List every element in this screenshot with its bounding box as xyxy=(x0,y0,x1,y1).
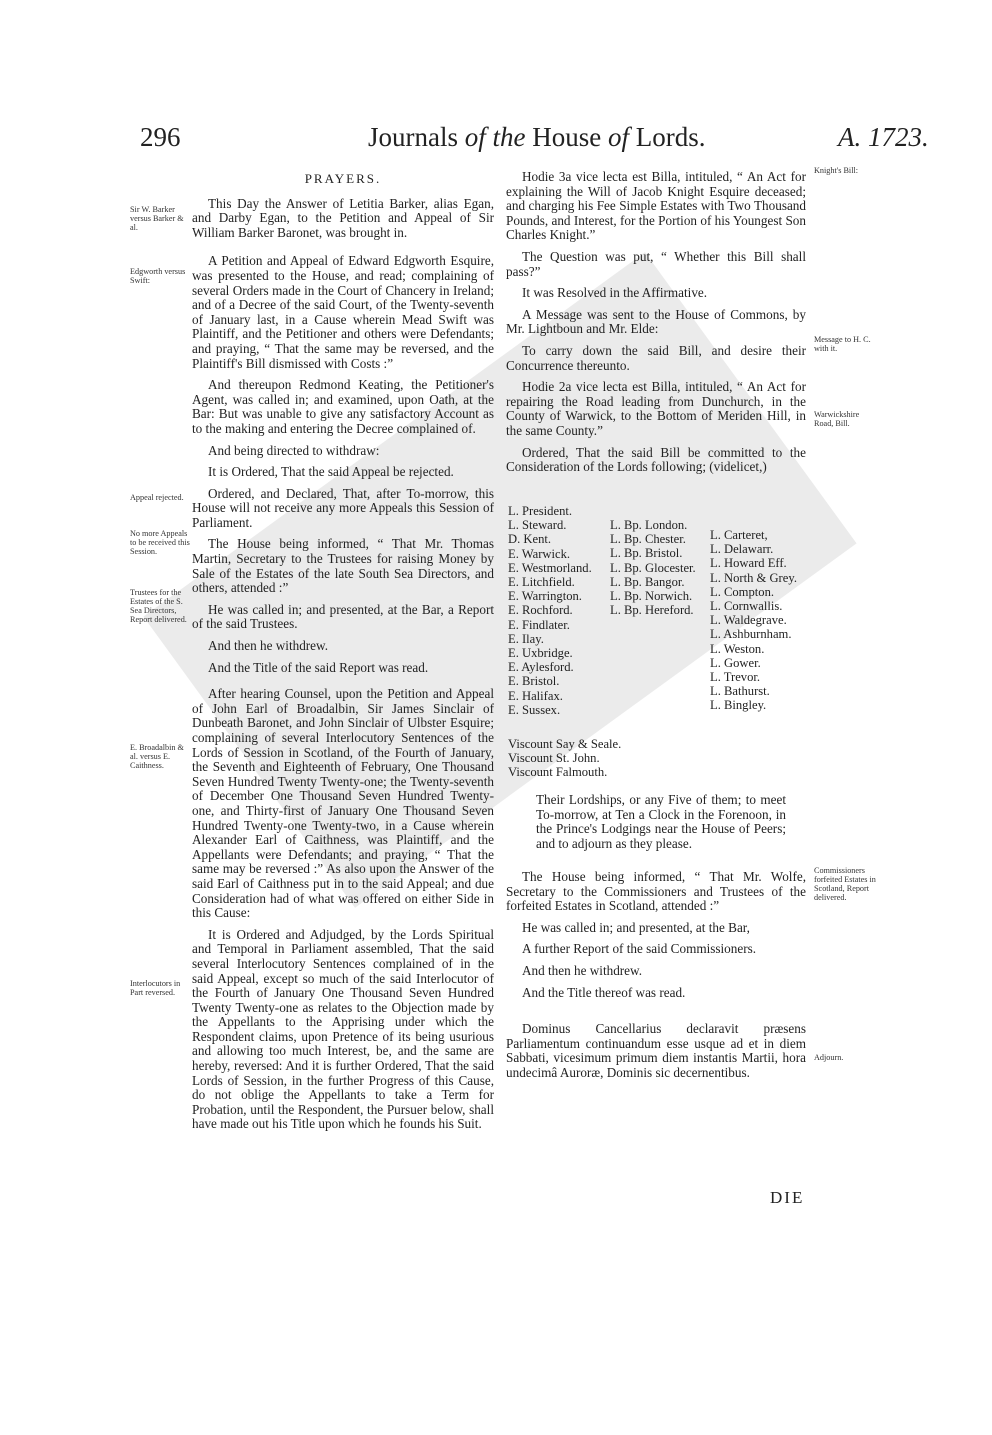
margin-note: No more Appeals to be received this Session. xyxy=(130,529,190,556)
margin-note: Sir W. Barker versus Barker & al. xyxy=(130,205,184,232)
paragraph: Ordered, and Declared, That, after To-morrow, this House will not receive any more Appeals this Session of Parliament. xyxy=(192,485,494,530)
viscount-name: Viscount Falmouth. xyxy=(508,765,608,780)
lord-name: E. Uxbridge. xyxy=(508,646,573,661)
committee-instruction xyxy=(536,793,786,858)
paragraph: It is Ordered and Adjudged, by the Lords Spiritual and Temporal in Parliament assembled, That the said several Interlocutory Sentences complained of in the said Appeal, except so much of the said Interlocutor of the Fourth of January One Thousand Seven Hundred Twenty Twenty-one as relates to the Objection made by the Appellants to the Apprising under which the Respondent claims, upon Pretence of its being usurious and allowing too much Interest, be, and the same are hereby, reversed: And it is further Ordered, That the said Lords of Session, in the further Progress of this Cause, do not oblige the Appellants to take a Term for Probation, until the Respondent, the Pursuer below, shall have made out his Title upon which he founds his Suit. xyxy=(192,926,494,1132)
paragraph: Dominus Cancellarius declaravit præsens Parliamentum continuandum esse usque ad et in diem Sabbati, vicesimum primum diem instantis Martii, hora undecimâ Auroræ, Dominis sic decernentibus. xyxy=(506,1021,806,1080)
paragraph: The Question was put, “ Whether this Bill shall pass?” xyxy=(506,248,806,279)
page-number: 296 xyxy=(140,122,181,152)
paragraph: A Petition and Appeal of Edward Edgworth Esquire, was presented to the House, and read; complaining of several Orders made in the Court of Chancery in Ireland; and of a Decree of the said Court, of the Twenty-seventh of January last, in a Cause wherein Mead Swift was Plaintiff, and the Petitioner and others were Defendants; and praying, “ That the same may be reversed, and the Plaintiff's Bill dismissed with Costs :” xyxy=(192,253,494,371)
lord-name: L. President. xyxy=(508,504,573,518)
lord-name: E. Rochford. xyxy=(508,603,573,618)
paragraph: A further Report of the said Commissioners. xyxy=(522,941,757,957)
lord-name: E. Sussex. xyxy=(508,702,561,717)
paragraph: Hodie 2a vice lecta est Billa, intituled, “ An Act for repairing the Road leading from Dunchurch, in the County of Warwick, to the Bottom of Meriden Hill, in the same County.” xyxy=(506,379,806,438)
lord-name: L. Bp. Hereford. xyxy=(610,603,694,618)
lord-name: L. Waldegrave. xyxy=(710,613,787,628)
paragraph: After hearing Counsel, upon the Petition and Appeal of John Earl of Broadalbin, Sir James Sinclair of Dunbeath Baronet, and John Sinclair of Ulbster Esquire; complaining of several Interlocutory Sentences of the Lords of Session in Scotland, of the Fourth of January, the Seventh and Eighteenth of February, One Thousand Seven Hundred Twenty Twenty-one; the Twenty-seventh of December One Thousand Seven Hundred Twenty-one, and Thirty-first of January One Thousand Seven Hundred Twenty-one Twenty-two, in a Cause wherein Alexander Earl of Caithness, was Plaintiff, and the Appellants were Defendants; and praying, “ That the same may be reversed :” As also upon the Answer of the said Earl of Caithness put in to the said Appeal; and due Consideration had of what was offered on either Side in this Cause: xyxy=(192,686,494,921)
running-title xyxy=(368,122,706,153)
paragraph: And then he withdrew. xyxy=(208,638,329,654)
lord-name: L. Bingley. xyxy=(710,698,767,713)
lord-name: L. Ashburnham. xyxy=(710,627,792,642)
lord-name: L. Bp. Bristol. xyxy=(610,546,683,561)
margin-note: Interlocutors in Part reversed. xyxy=(130,979,181,997)
lord-name: E. Warwick. xyxy=(508,546,571,561)
lord-name: L. Bathurst. xyxy=(710,684,770,699)
margin-note: Appeal rejected. xyxy=(130,493,184,502)
margin-note: Adjourn. xyxy=(814,1053,844,1062)
margin-note: Edgworth versus Swift: xyxy=(130,267,186,285)
viscounts-list xyxy=(508,737,621,780)
lord-name: L. Bp. Norwich. xyxy=(610,589,693,604)
lord-name: L. Bp. London. xyxy=(610,518,688,532)
viscount-name: Viscount Say & Seale. xyxy=(508,737,622,751)
lords-column-barons xyxy=(710,528,797,713)
right-column-upper xyxy=(506,170,806,482)
margin-note: Warwickshire Road, Bill. xyxy=(814,410,860,428)
lord-name: L. Bp. Chester. xyxy=(610,532,686,547)
lord-name: L. Weston. xyxy=(710,641,765,656)
margin-note: E. Broadalbin & al. versus E. Caithness. xyxy=(130,743,184,770)
lord-name: L. Trevor. xyxy=(710,670,761,685)
paragraph: It is Ordered, That the said Appeal be rejected. xyxy=(208,464,454,480)
lord-name: L. Bp. Glocester. xyxy=(610,560,696,575)
lord-name: L. North & Grey. xyxy=(710,570,797,585)
margin-note: Message to H. C. with it. xyxy=(814,335,871,353)
lord-name: E. Aylesford. xyxy=(508,660,574,675)
lords-column-temporal xyxy=(508,504,592,717)
year-heading: A. 1723. xyxy=(838,122,929,152)
lord-name: D. Kent. xyxy=(508,532,552,547)
lord-name: L. Gower. xyxy=(710,655,761,670)
lord-name: L. Howard Eff. xyxy=(710,556,787,571)
title-part: Journals xyxy=(368,122,465,152)
lord-name: E. Ilay. xyxy=(508,631,544,646)
paragraph: The House being informed, “ That Mr. Wolfe, Secretary to the Commissioners and Trustees of the forfeited Estates in Scotland, attended :” xyxy=(506,869,806,914)
viscount-name: Viscount St. John. xyxy=(508,751,600,766)
lord-name: L. Compton. xyxy=(710,584,775,599)
margin-note: Knight's Bill: xyxy=(814,166,859,175)
lord-name: E. Findlater. xyxy=(508,617,570,632)
paragraph: And being directed to withdraw: xyxy=(208,442,380,458)
paragraph: And thereupon Redmond Keating, the Petitioner's Agent, was called in; and examined, upon Oath, at the Bar: But was unable to give any satisfactory Account as to the making and entering the Decree complained of. xyxy=(192,377,494,436)
paragraph: And then he withdrew. xyxy=(522,962,643,978)
paragraph: To carry down the said Bill, and desire their Concurrence thereunto. xyxy=(506,342,806,373)
right-column-lower xyxy=(506,870,806,1088)
lord-name: E. Halifax. xyxy=(508,688,563,703)
title-part: the xyxy=(485,122,533,152)
lord-name: E. Warrington. xyxy=(508,589,582,604)
left-column xyxy=(192,170,494,1139)
title-part: House xyxy=(532,122,609,152)
lords-list xyxy=(508,504,808,754)
paragraph: A Message was sent to the House of Commons, by Mr. Lightboun and Mr. Elde: xyxy=(506,306,806,337)
lord-name: L. Carteret, xyxy=(710,528,768,542)
catchword: DIE xyxy=(770,1188,805,1207)
paragraph: Their Lordships, or any Five of them; to meet To-morrow, at Ten a Clock in the Forenoon, in the Prince's Lodgings near the House of Peers; and to adjourn as they please. xyxy=(536,792,786,851)
title-part: of xyxy=(464,122,486,152)
paragraph: He was called in; and presented, at the Bar, xyxy=(522,919,750,935)
margin-note: Commissioners forfeited Estates in Scotland, Report delivered. xyxy=(814,866,876,902)
lord-name: L. Bp. Bangor. xyxy=(610,574,685,589)
lord-name: E. Bristol. xyxy=(508,674,560,689)
paragraph: Hodie 3a vice lecta est Billa, intituled, “ An Act for explaining the Will of Jacob Knight Esquire deceased; and charging his Fee Simple Estates with Two Thousand Pounds, and Interest, for the Portion of his Youngest Son Charles Knight.” xyxy=(506,169,806,243)
margin-note: Trustees for the Estates of the S. Sea Directors, Report delivered. xyxy=(130,588,187,624)
lord-name: E. Litchfield. xyxy=(508,575,575,590)
paragraph: Ordered, That the said Bill be committed to the Consideration of the Lords following; (videlicet,) xyxy=(506,444,806,475)
paragraph: And the Title of the said Report was read. xyxy=(208,659,429,675)
lords-column-bishops xyxy=(610,518,696,617)
section-heading: PRAYERS. xyxy=(304,171,382,186)
lord-name: L. Cornwallis. xyxy=(710,599,783,614)
paragraph: And the Title thereof was read. xyxy=(522,984,686,1000)
lord-name: L. Delawarr. xyxy=(710,542,774,557)
paragraph: The House being informed, “ That Mr. Thomas Martin, Secretary to the Trustees for raising Money by Sale of the Estates of the late South Sea Directors, and others, attended :” xyxy=(192,536,494,596)
title-part: Lords. xyxy=(629,122,706,152)
lord-name: L. Steward. xyxy=(508,518,567,533)
paragraph: It was Resolved in the Affirmative. xyxy=(522,285,708,301)
paragraph: He was called in; and presented, at the Bar, a Report of the said Trustees. xyxy=(192,601,494,632)
paragraph: This Day the Answer of Letitia Barker, alias Egan, and Darby Egan, to the Petition and Appeal of Sir William Barker Baronet, was brought in. xyxy=(192,195,494,240)
title-part: of xyxy=(608,122,630,152)
lord-name: E. Westmorland. xyxy=(508,560,592,575)
